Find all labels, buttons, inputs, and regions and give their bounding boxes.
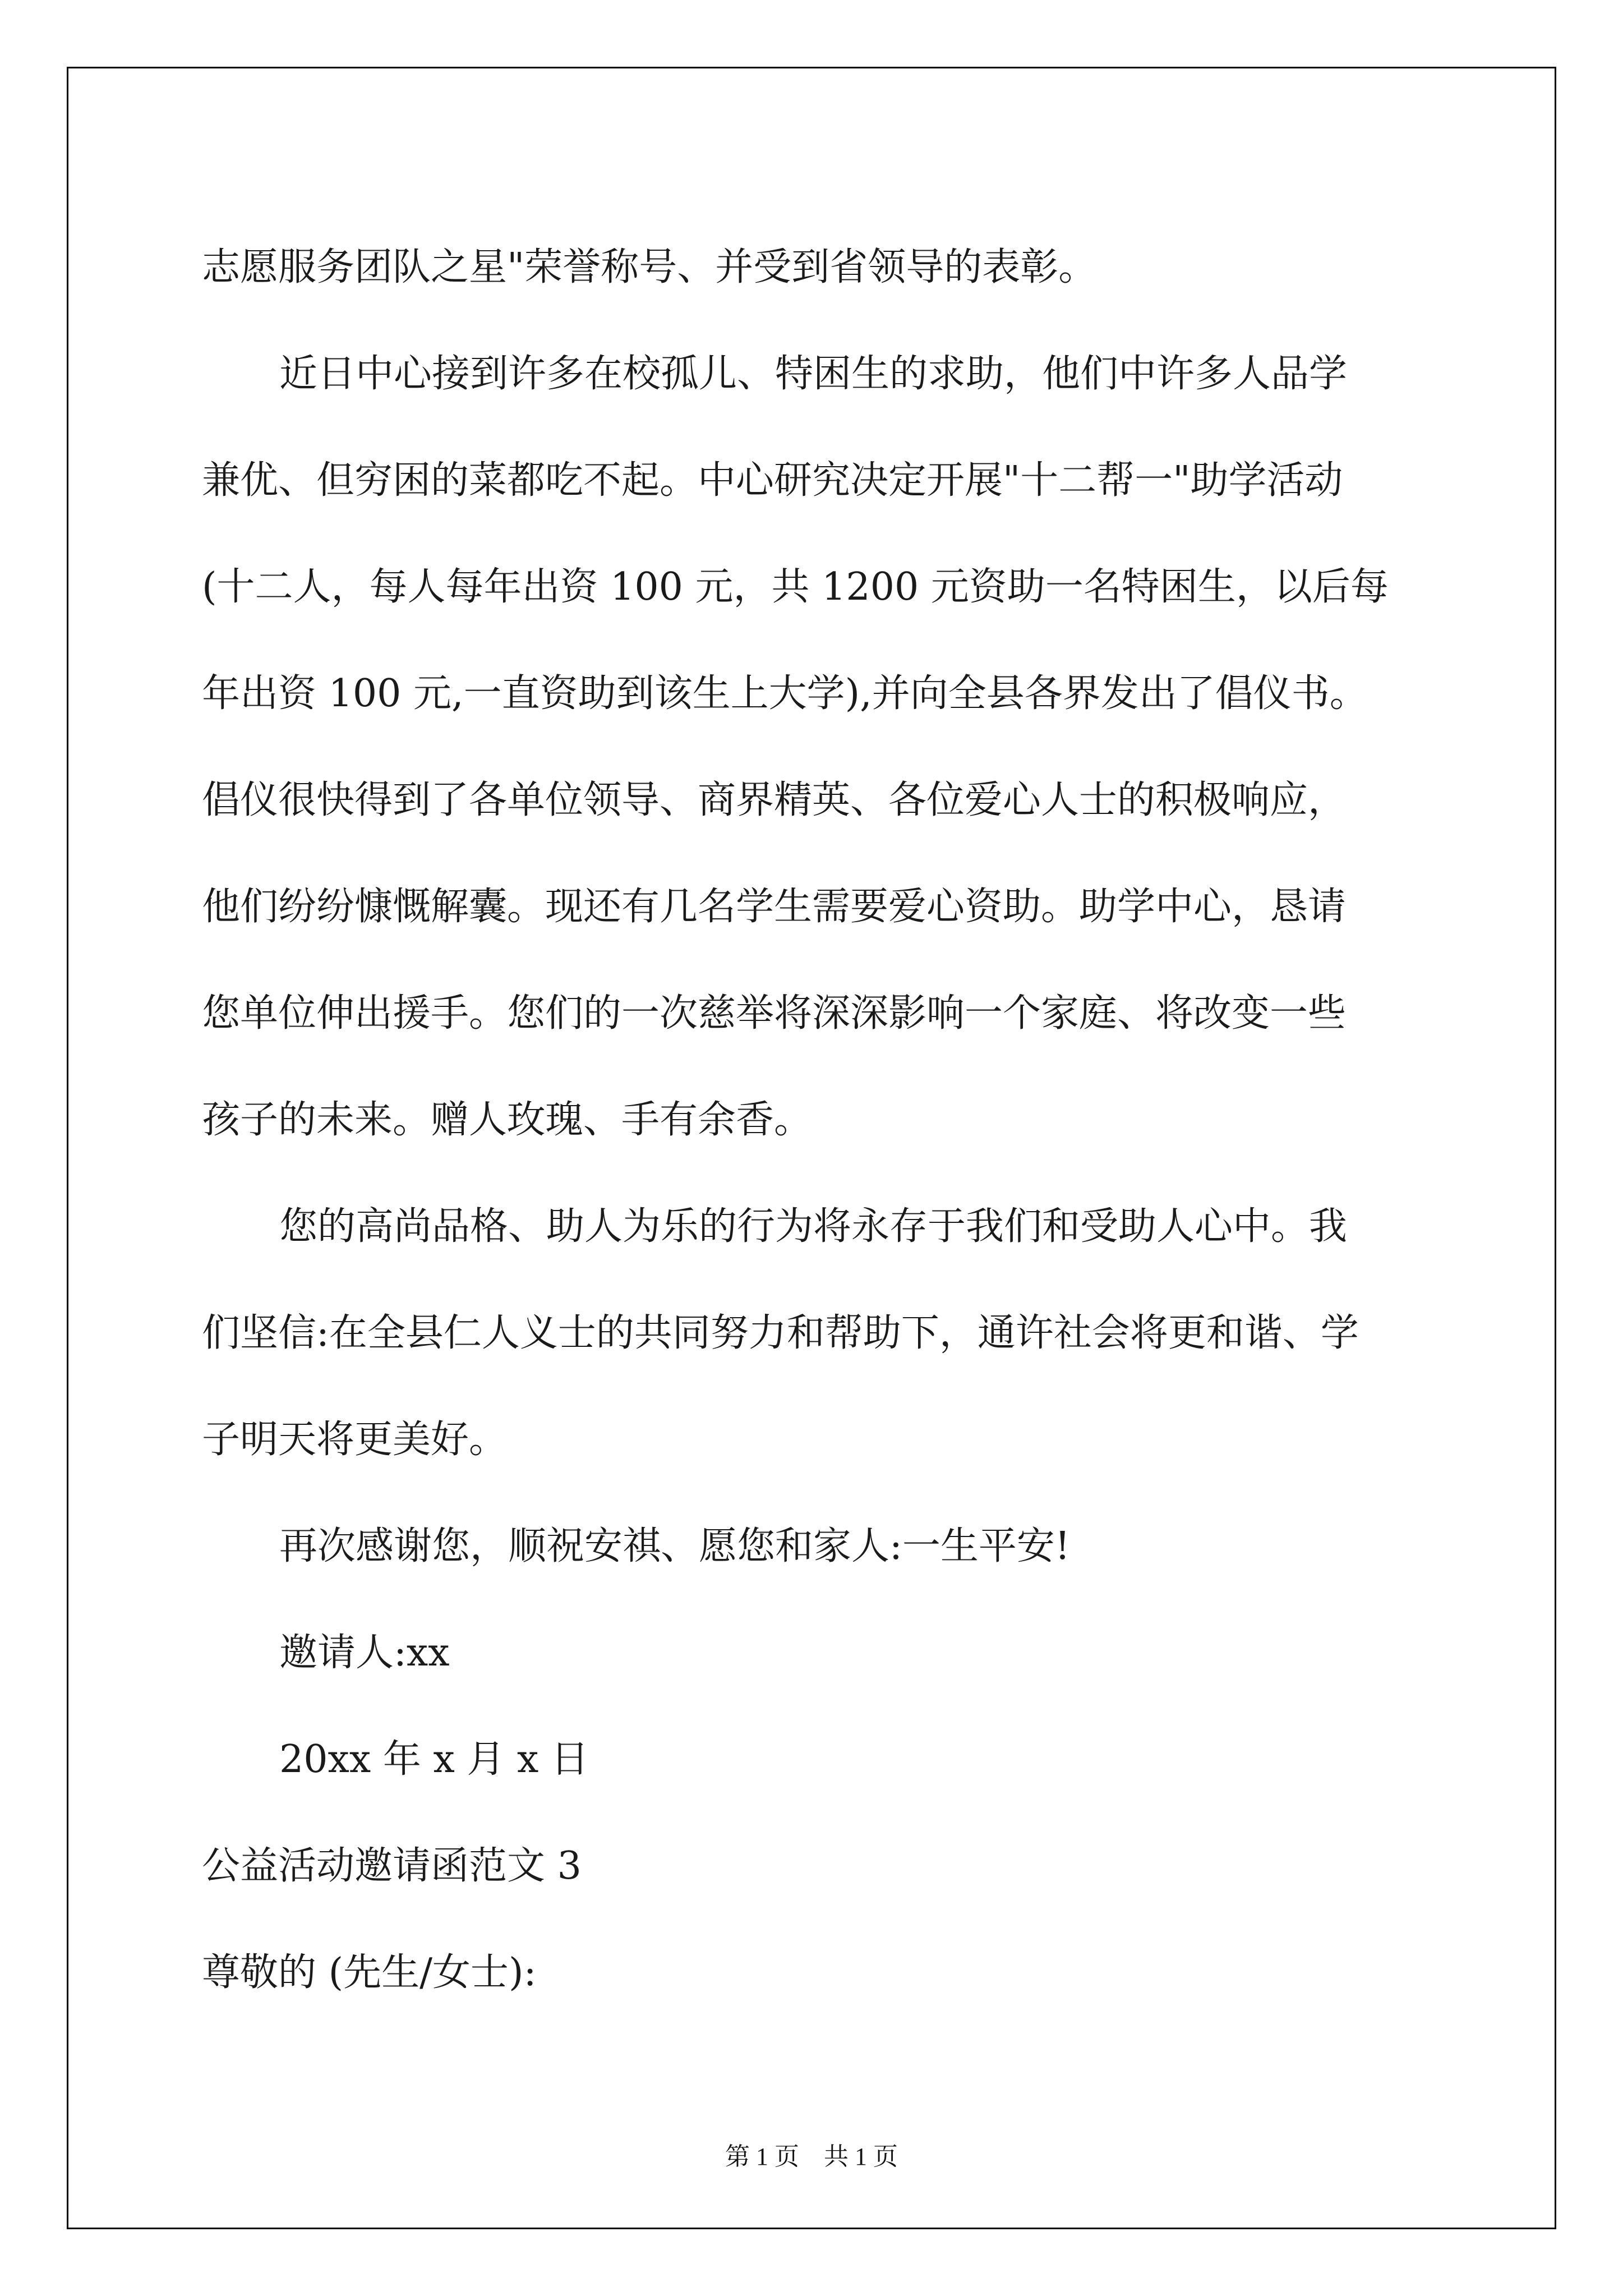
text-line: 年出资 100 元,一直资助到该生上大学),并向全县各界发出了倡仪书。 bbox=[202, 671, 1368, 716]
text-line: 他们纷纷慷慨解囊。现还有几名学生需要爱心资助。助学中心，恳请 bbox=[202, 885, 1347, 929]
text-line: 近日中心接到许多在校孤儿、特困生的求助，他们中许多人品学 bbox=[279, 352, 1348, 396]
salutation-line: 尊敬的 (先生/女士): bbox=[202, 1950, 537, 1995]
text-line: 兼优、但穷困的菜都吃不起。中心研究决定开展"十二帮一"助学活动 bbox=[202, 458, 1343, 503]
text-line: 志愿服务团队之星"荣誉称号、并受到省领导的表彰。 bbox=[202, 245, 1097, 289]
text-line: 您单位伸出援手。您们的一次慈举将深深影响一个家庭、将改变一些 bbox=[202, 991, 1347, 1036]
text-line: 您的高尚品格、助人为乐的行为将永存于我们和受助人心中。我 bbox=[279, 1204, 1348, 1249]
text-line: 子明天将更美好。 bbox=[202, 1418, 508, 1462]
text-line: 孩子的未来。赠人玫瑰、手有余香。 bbox=[202, 1098, 813, 1142]
text-line: 倡仪很快得到了各单位领导、商界精英、各位爱心人士的积极响应， bbox=[202, 778, 1347, 822]
section-title: 公益活动邀请函范文 3 bbox=[202, 1844, 582, 1888]
date-line: 20xx 年 x 月 x 日 bbox=[279, 1737, 589, 1782]
page-number-footer: 第 1 页 共 1 页 bbox=[725, 2143, 898, 2170]
inviter-line: 邀请人:xx bbox=[279, 1631, 450, 1675]
text-line: (十二人，每人每年出资 100 元，共 1200 元资助一名特困生，以后每 bbox=[202, 565, 1389, 609]
document-body bbox=[202, 214, 1430, 2026]
text-line: 们坚信:在全县仁人义士的共同努力和帮助下，通许社会将更和谐、学 bbox=[202, 1311, 1359, 1355]
closing-line: 再次感谢您，顺祝安祺、愿您和家人:一生平安! bbox=[279, 1524, 1071, 1568]
